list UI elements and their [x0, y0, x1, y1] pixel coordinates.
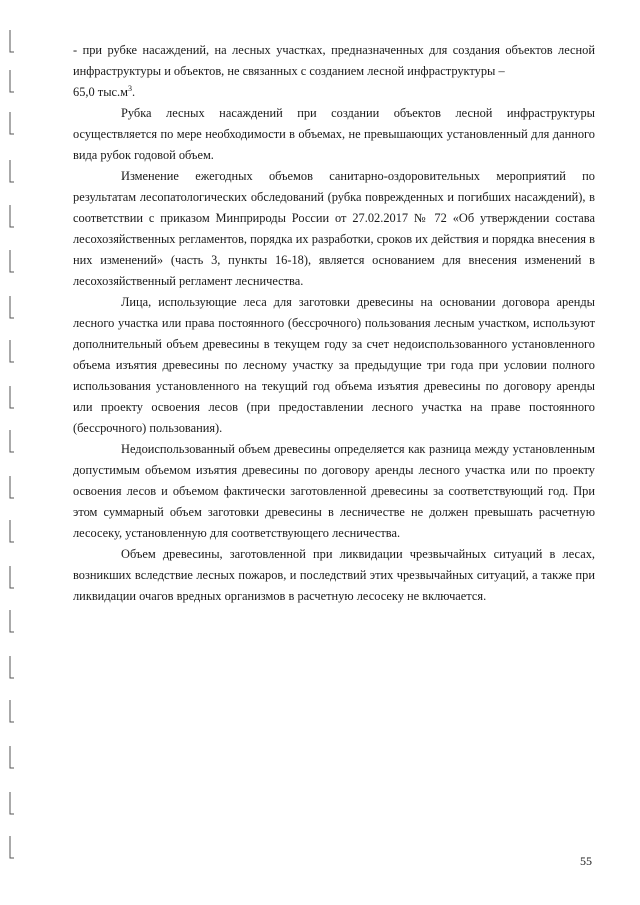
binding-marks-graphic — [8, 0, 16, 905]
volume-unit-superscript: 3 — [127, 83, 132, 93]
paragraph-infrastructure-felling: Рубка лесных насаждений при создании объектов лесной инфраструктуры осуществляется по мере необходимости в объемах, не превышающих установленный для данного вида рубок годовой объем. — [73, 106, 595, 162]
paragraph-infrastructure-felling-volume — [73, 40, 595, 103]
paragraph-underused-volume: Недоиспользованный объем древесины определяется как разница между установленным допустимым объемом изъятия древесины по договору аренды лесного участка или по проекту освоения лесов и объемом фактически заготовленной древесины за соответствующий год. При этом суммарный объем заготовки древесины в лесничестве не должен превышать расчетную лесосеку, установленную для соответствующего лесничества. — [73, 442, 595, 540]
page-number: 55 — [580, 854, 592, 868]
volume-value: 65,0 тыс.м — [73, 85, 128, 99]
volume-value-line — [73, 82, 595, 103]
volume-value-end: . — [131, 85, 136, 99]
paragraph-sanitary-measures: Изменение ежегодных объемов санитарно-оздоровительных мероприятий по результатам лесопатологических обследований (рубка поврежденных и погибших насаждений), в соответствии с приказом Минприроды России от 27.02.2017 № 72 «Об утверждении состава лесохозяйственных регламентов, порядка их разработки, сроков их действия и порядка внесения в них изменений» (часть 3, пункты 16-18), является основанием для внесения изменений в лесохозяйственный регламент лесничества. — [73, 169, 595, 288]
paragraph-text: - при рубке насаждений, на лесных участках, предназначенных для создания объектов лесной инфраструктуры и объектов, не связанных с созданием лесной инфраструктуры – — [73, 43, 595, 78]
document-body — [73, 40, 595, 607]
paragraph-emergency-harvest: Объем древесины, заготовленной при ликвидации чрезвычайных ситуаций в лесах, возникших вследствие лесных пожаров, и последствий этих чрезвычайных ситуаций, а также при ликвидации очагов вредных организмов в расчетную лесосеку не включается. — [73, 547, 595, 603]
binding-edge-marks — [8, 0, 16, 905]
paragraph-additional-volume: Лица, использующие леса для заготовки древесины на основании договора аренды лесного участка или права постоянного (бессрочного) пользования лесным участком, используют дополнительный объем древесины в текущем году за счет недоиспользованного установленного объема изъятия древесины по лесному участку за предыдущие три года при условии полного использования установленного на текущий год объема изъятия древесины по договору аренды или проекту освоения лесов (при предоставлении лесного участка на праве постоянного (бессрочного) пользования). — [73, 295, 595, 435]
